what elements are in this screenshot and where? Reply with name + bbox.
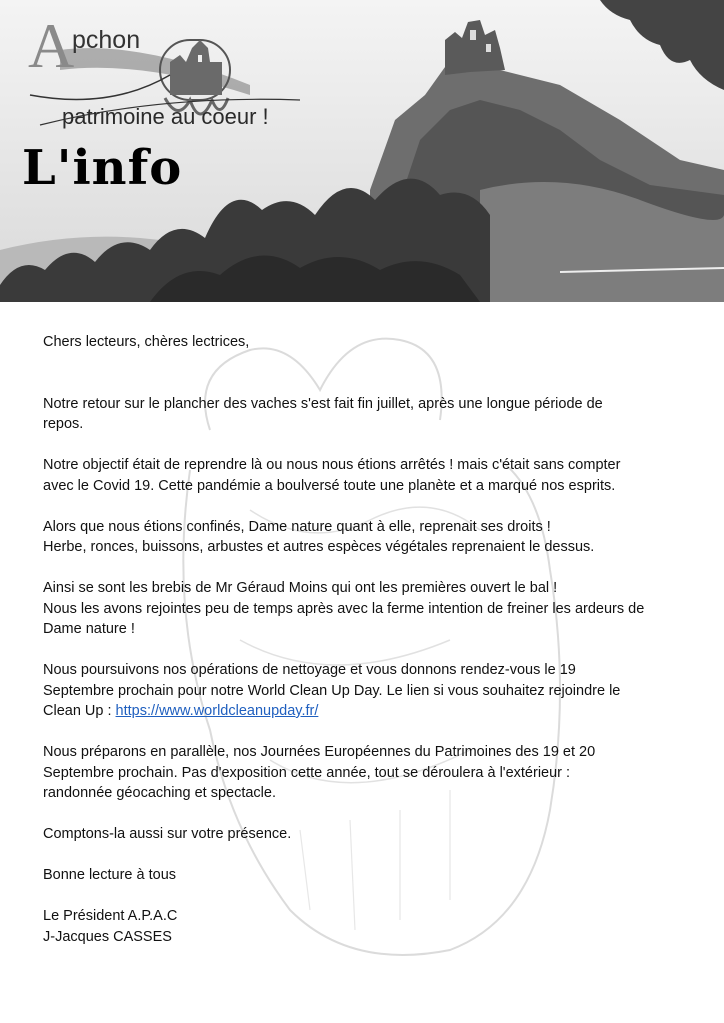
paragraph-2-line-2: avec le Covid 19. Cette pandémie a boulversé toute une planète et a marqué nos esprits. — [43, 477, 616, 494]
header-banner — [0, 0, 724, 302]
signature-name: J-Jacques CASSES — [43, 928, 172, 945]
clean-up-label: Clean Up : — [43, 703, 116, 719]
paragraph-1-line-2: repos. — [43, 416, 84, 432]
paragraph-3-line-1: Alors que nous étions confinés, Dame nature quant à elle, reprenait ses droits ! — [43, 518, 551, 535]
paragraph-7: Comptons-la aussi sur votre présence. — [43, 826, 292, 842]
paragraph-1-line-1: Notre retour sur le plancher des vaches s'est fait fin juillet, après une longue période de — [43, 395, 603, 412]
paragraph-4-line-3: Dame nature ! — [43, 621, 135, 637]
worldcleanupday-link[interactable]: https://www.worldcleanupday.fr/ — [115, 703, 319, 719]
page-title: L'info — [22, 140, 183, 196]
paragraph-6-line-3: randonnée géocaching et spectacle. — [43, 785, 276, 801]
paragraph-5-line-3 — [43, 701, 683, 722]
brand-word: pchon — [72, 26, 141, 54]
paragraph-6-line-2: Septembre prochain. Pas d'exposition cette année, tout se déroulera à l'extérieur : — [43, 764, 571, 781]
paragraph-3-line-2: Herbe, ronces, buissons, arbustes et autres espèces végétales reprenaient le dessus. — [43, 539, 595, 555]
paragraph-6-line-1: Nous préparons en parallèle, nos Journées Européennes du Patrimoines des 19 et 20 — [43, 744, 596, 760]
greeting: Chers lecteurs, chères lectrices, — [43, 334, 250, 350]
paragraph-4-line-1: Ainsi se sont les brebis de Mr Géraud Moins qui ont les premières ouvert le bal ! — [43, 580, 558, 596]
paragraph-5-line-1: Nous poursuivons nos opérations de nettoyage et vous donnons rendez-vous le 19 — [43, 662, 576, 678]
signature-title: Le Président A.P.A.C — [43, 908, 178, 924]
paragraph-5-line-2: Septembre prochain pour notre World Clean Up Day. Le lien si vous souhaitez rejoindre le — [43, 682, 621, 699]
paragraph-4-line-2: Nous les avons rejointes peu de temps après avec la ferme intention de freiner les ardeurs de — [43, 600, 645, 617]
tagline: patrimoine au coeur ! — [62, 104, 269, 129]
letter-body — [43, 332, 683, 947]
brand-letter: A — [28, 10, 75, 81]
paragraph-2-line-1: Notre objectif était de reprendre là ou nous nous étions arrêtés ! mais c'était sans compter — [43, 457, 621, 473]
paragraph-8: Bonne lecture à tous — [43, 867, 177, 883]
